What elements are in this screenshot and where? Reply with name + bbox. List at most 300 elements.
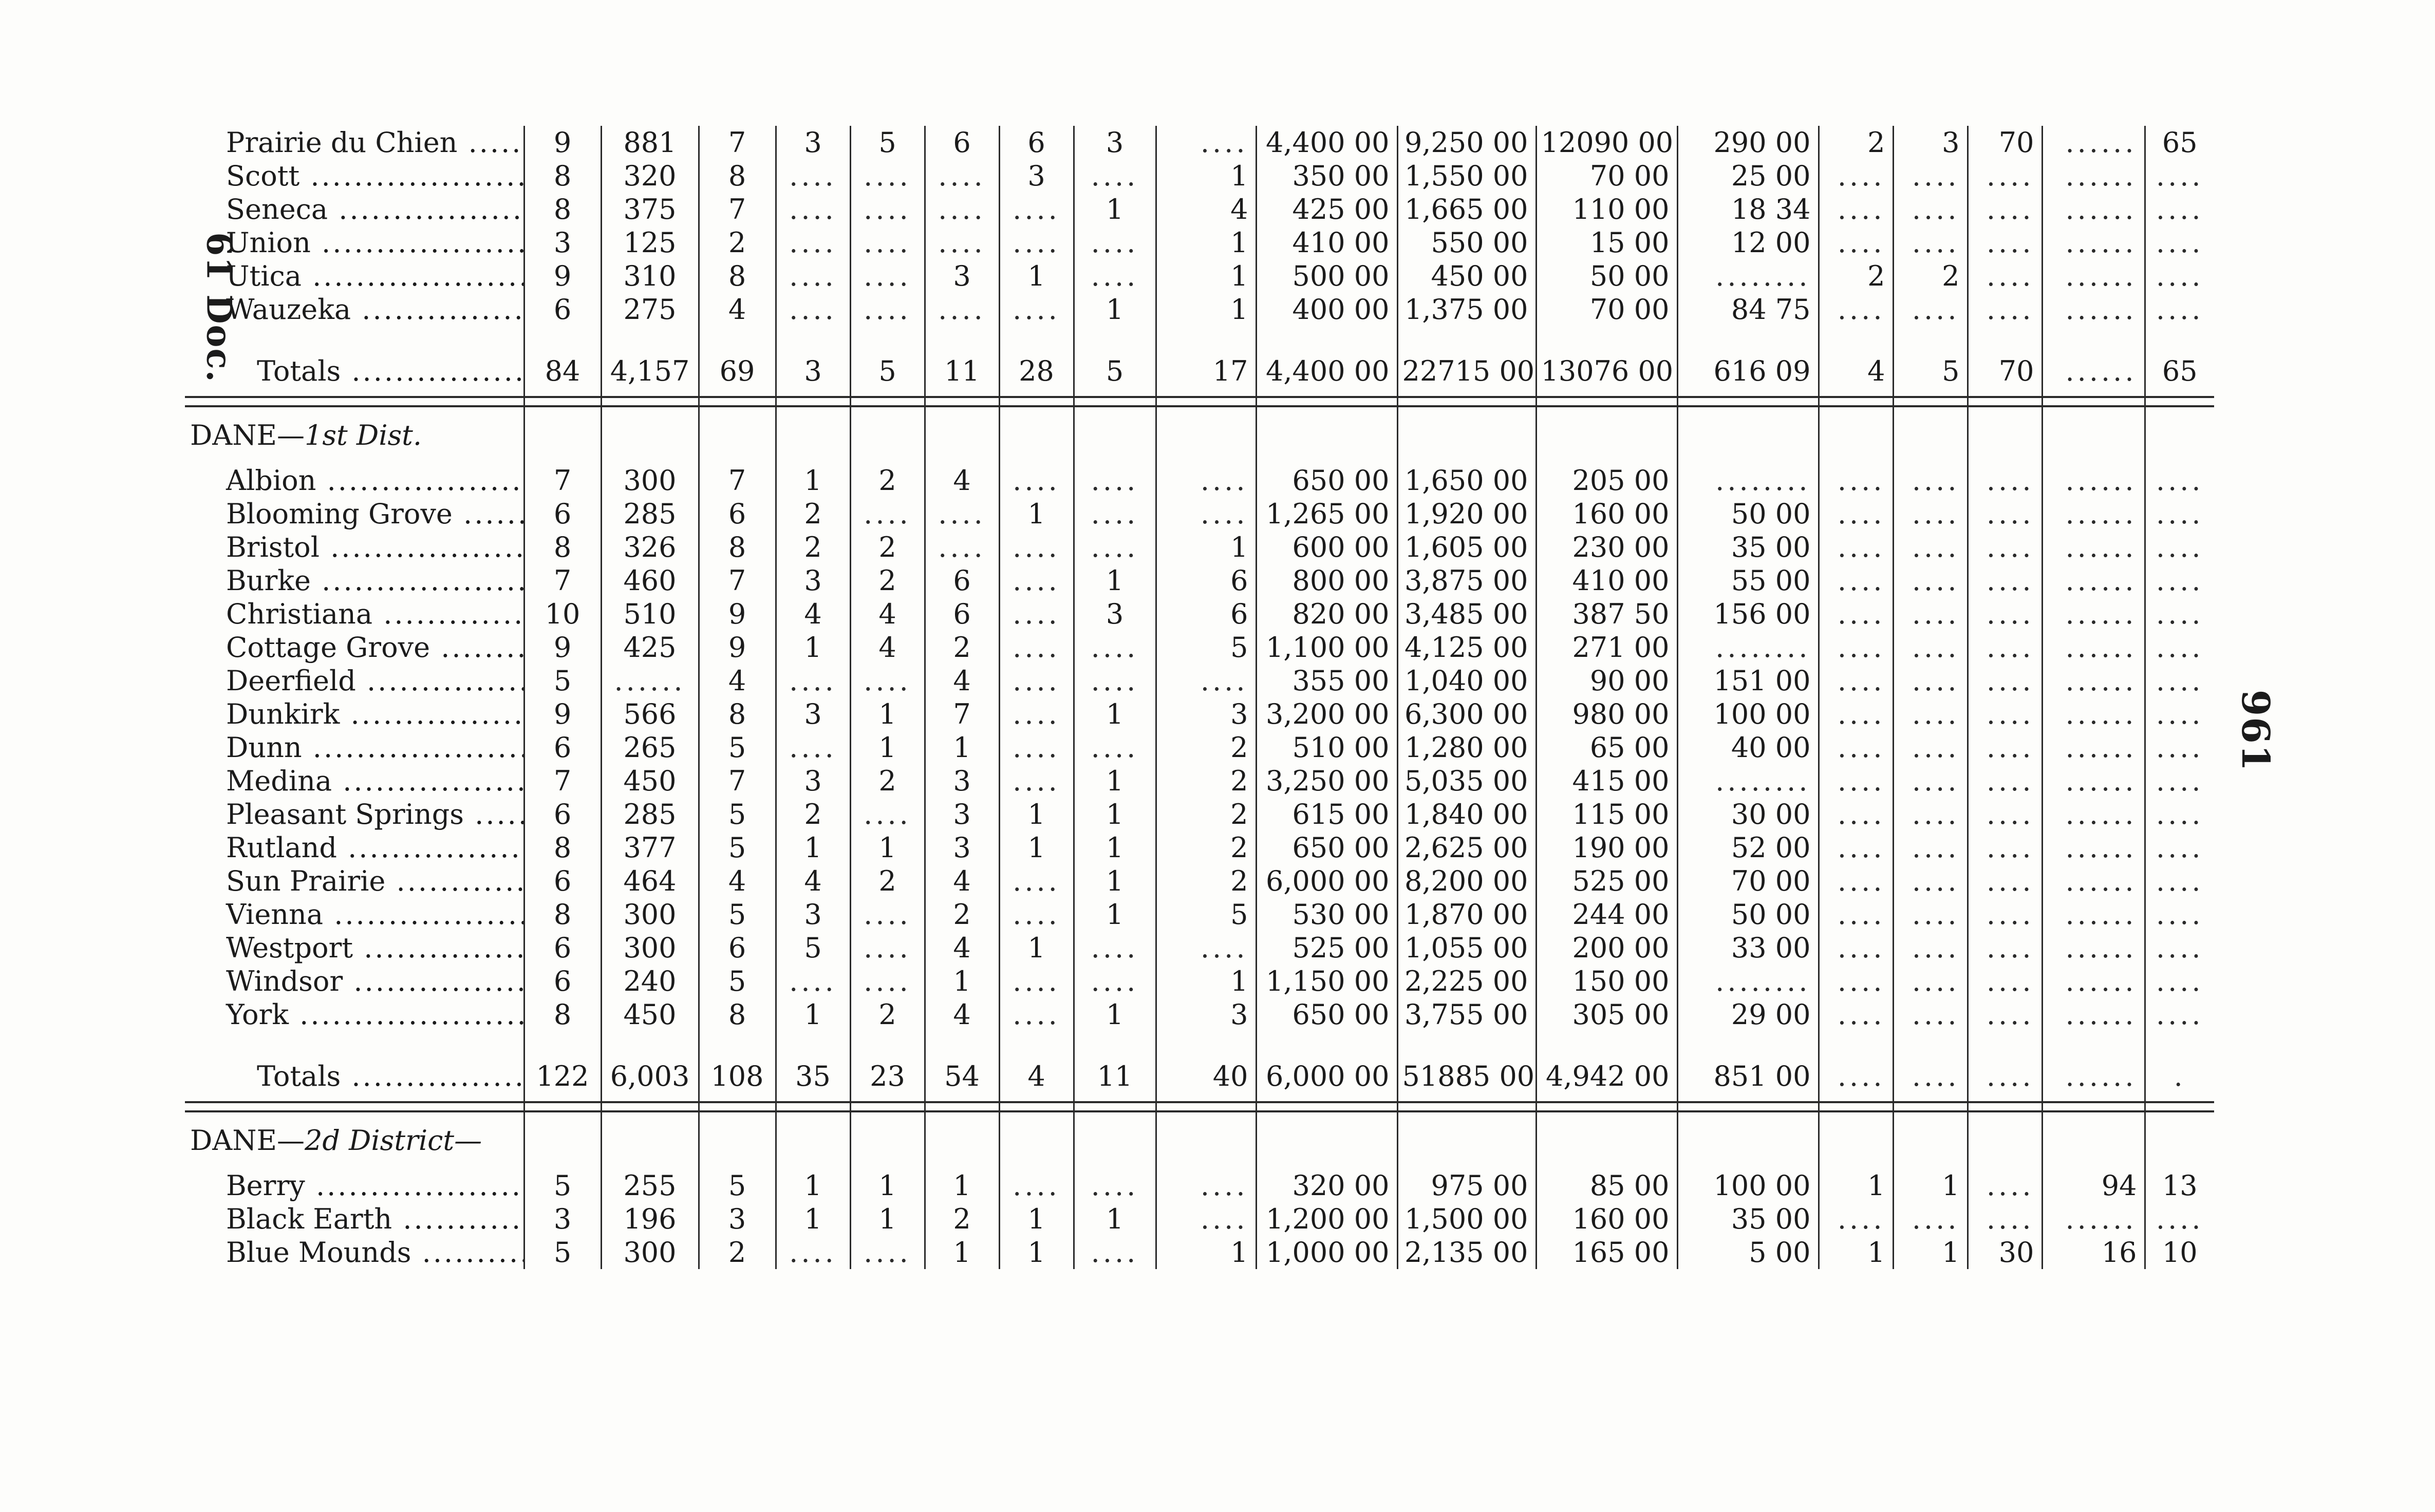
table-cell: .... bbox=[1968, 898, 2042, 931]
heading-empty-cell bbox=[999, 406, 1074, 464]
table-cell: 4 bbox=[699, 864, 776, 898]
table-cell: 7 bbox=[524, 764, 601, 798]
heading-empty-cell bbox=[601, 406, 699, 464]
heading-empty-cell bbox=[1819, 1111, 1893, 1169]
table-cell: 1 bbox=[1819, 1169, 1893, 1202]
heading-empty-cell bbox=[925, 406, 999, 464]
table-cell: 1,265 00 bbox=[1256, 497, 1397, 531]
table-cell: 7 bbox=[925, 697, 999, 731]
table-cell: .... bbox=[1819, 831, 1893, 864]
table-cell: 35 bbox=[776, 1052, 850, 1102]
table-cell: .... bbox=[2145, 731, 2214, 764]
table-cell: 5 bbox=[699, 798, 776, 831]
table-cell: 320 00 bbox=[1256, 1169, 1397, 1202]
heading-empty-cell bbox=[699, 406, 776, 464]
rule-cell bbox=[524, 1102, 601, 1111]
table-cell: 8 bbox=[699, 259, 776, 293]
table-cell: ...... bbox=[2042, 597, 2145, 631]
table-cell: .... bbox=[1893, 531, 1968, 564]
rule-cell bbox=[1397, 1102, 1536, 1111]
table-cell: .... bbox=[776, 731, 850, 764]
heading-empty-cell bbox=[2145, 1111, 2214, 1169]
table-cell: .... bbox=[1074, 159, 1156, 193]
table-cell: .... bbox=[1819, 597, 1893, 631]
rule-cell bbox=[524, 397, 601, 406]
town-name bbox=[185, 464, 524, 497]
table-cell: 285 bbox=[601, 798, 699, 831]
town-name-text: Dunn bbox=[226, 731, 302, 764]
table-cell: 1 bbox=[999, 1236, 1074, 1269]
rule-cell bbox=[1819, 1102, 1893, 1111]
table-cell: .... bbox=[1968, 497, 2042, 531]
town-name-text: Union bbox=[226, 226, 311, 259]
table-cell: 650 00 bbox=[1256, 998, 1397, 1031]
table-cell: 84 bbox=[524, 347, 601, 397]
spacer-cell bbox=[1156, 326, 1256, 347]
table-cell: .... bbox=[1156, 1202, 1256, 1236]
table-cell: 4 bbox=[925, 931, 999, 965]
table-cell: .... bbox=[850, 798, 925, 831]
table-cell: 3 bbox=[776, 564, 850, 597]
table-cell: 6 bbox=[524, 798, 601, 831]
rule-cell bbox=[1968, 1102, 2042, 1111]
table-cell: 1 bbox=[999, 497, 1074, 531]
table-cell: ...... bbox=[2042, 798, 2145, 831]
table-cell: 2 bbox=[1819, 259, 1893, 293]
table-cell: .... bbox=[999, 898, 1074, 931]
rule-cell bbox=[1677, 397, 1819, 406]
table-cell: 190 00 bbox=[1536, 831, 1677, 864]
table-cell: 5 bbox=[1893, 347, 1968, 397]
table-cell: 10 bbox=[2145, 1236, 2214, 1269]
heading-empty-cell bbox=[1677, 1111, 1819, 1169]
town-name-text: Albion bbox=[226, 464, 316, 497]
table-cell: 1 bbox=[1819, 1236, 1893, 1269]
table-cell: 160 00 bbox=[1536, 497, 1677, 531]
table-cell: .... bbox=[999, 531, 1074, 564]
table-cell: .... bbox=[1819, 159, 1893, 193]
table-row bbox=[185, 664, 2214, 697]
heading-empty-cell bbox=[1256, 406, 1397, 464]
table-cell: .... bbox=[925, 159, 999, 193]
table-cell: 15 00 bbox=[1536, 226, 1677, 259]
table-cell: .... bbox=[1968, 531, 2042, 564]
table-cell: 1 bbox=[925, 1236, 999, 1269]
table-cell: 35 00 bbox=[1677, 1202, 1819, 1236]
table-cell: .... bbox=[1968, 631, 2042, 664]
rule-cell bbox=[1156, 1102, 1256, 1111]
table-cell: 4 bbox=[850, 597, 925, 631]
table-cell: 2 bbox=[1819, 126, 1893, 159]
table-cell: .... bbox=[1893, 931, 1968, 965]
table-cell: 1,375 00 bbox=[1397, 293, 1536, 326]
table-cell: .... bbox=[1074, 464, 1156, 497]
table-cell: 4 bbox=[925, 464, 999, 497]
town-name-text: Utica bbox=[226, 260, 302, 292]
table-cell: .... bbox=[1819, 931, 1893, 965]
table-cell: 300 bbox=[601, 464, 699, 497]
table-cell: .... bbox=[850, 1236, 925, 1269]
table-cell: .... bbox=[1968, 1052, 2042, 1102]
table-cell: .... bbox=[2145, 998, 2214, 1031]
table-cell: 9 bbox=[699, 631, 776, 664]
table-cell: 6 bbox=[925, 126, 999, 159]
rule-cell bbox=[1256, 397, 1397, 406]
rule-cell bbox=[185, 397, 524, 406]
table-cell: 6,000 00 bbox=[1256, 864, 1397, 898]
town-name bbox=[185, 259, 524, 293]
table-cell: 1,200 00 bbox=[1256, 1202, 1397, 1236]
table-cell: 100 00 bbox=[1677, 697, 1819, 731]
table-cell: .... bbox=[2145, 664, 2214, 697]
table-cell: 615 00 bbox=[1256, 798, 1397, 831]
table-cell: 4 bbox=[699, 293, 776, 326]
table-cell: 2 bbox=[776, 531, 850, 564]
table-cell: 1 bbox=[1156, 965, 1256, 998]
table-cell: 2 bbox=[1156, 764, 1256, 798]
rule-cell bbox=[1536, 397, 1677, 406]
district-county: DANE— bbox=[190, 1124, 305, 1157]
spacer-cell bbox=[1256, 1031, 1397, 1052]
table-cell: 3 bbox=[925, 764, 999, 798]
table-cell: 2 bbox=[850, 864, 925, 898]
table-cell: .... bbox=[1819, 1052, 1893, 1102]
table-cell: 1,055 00 bbox=[1397, 931, 1536, 965]
table-cell: 2 bbox=[699, 1236, 776, 1269]
town-name-text: York bbox=[226, 998, 289, 1031]
table-cell: .... bbox=[925, 193, 999, 226]
table-cell: 156 00 bbox=[1677, 597, 1819, 631]
table-cell: ........ bbox=[1677, 631, 1819, 664]
table-row bbox=[185, 965, 2214, 998]
table-cell: 4 bbox=[776, 864, 850, 898]
table-cell: .... bbox=[1893, 564, 1968, 597]
table-cell: .... bbox=[1819, 531, 1893, 564]
spacer-cell bbox=[925, 1031, 999, 1052]
table-cell: 22715 00 bbox=[1397, 347, 1536, 397]
table-cell: 881 bbox=[601, 126, 699, 159]
table-cell: 2 bbox=[1156, 798, 1256, 831]
heading-empty-cell bbox=[601, 1111, 699, 1169]
table-cell: 160 00 bbox=[1536, 1202, 1677, 1236]
town-name bbox=[185, 126, 524, 159]
table-cell: 17 bbox=[1156, 347, 1256, 397]
table-cell: 1 bbox=[1074, 798, 1156, 831]
spacer-cell bbox=[1397, 326, 1536, 347]
table-cell: .... bbox=[1893, 731, 1968, 764]
table-cell: .... bbox=[850, 664, 925, 697]
spacer-cell bbox=[1968, 1031, 2042, 1052]
table-cell: 9 bbox=[524, 259, 601, 293]
table-cell: 1 bbox=[850, 697, 925, 731]
spacer-cell bbox=[850, 326, 925, 347]
table-row bbox=[185, 864, 2214, 898]
table-cell: 16 bbox=[2042, 1236, 2145, 1269]
table-cell: .... bbox=[1968, 259, 2042, 293]
table-cell: .... bbox=[2145, 697, 2214, 731]
table-cell: 800 00 bbox=[1256, 564, 1397, 597]
table-cell: 2 bbox=[1156, 864, 1256, 898]
table-row bbox=[185, 531, 2214, 564]
table-cell: .... bbox=[1819, 697, 1893, 731]
spacer-cell bbox=[1968, 326, 2042, 347]
rule-cell bbox=[1819, 397, 1893, 406]
rule-cell bbox=[2145, 397, 2214, 406]
table-cell: .... bbox=[1074, 731, 1156, 764]
table-cell: 5 bbox=[776, 931, 850, 965]
rule-cell bbox=[999, 1102, 1074, 1111]
table-cell: 65 00 bbox=[1536, 731, 1677, 764]
totals-label bbox=[185, 347, 524, 397]
table-cell: 3 bbox=[776, 126, 850, 159]
table-cell: 65 bbox=[2145, 347, 2214, 397]
table-cell: .... bbox=[1968, 564, 2042, 597]
table-cell: .... bbox=[1819, 293, 1893, 326]
table-cell: 1,920 00 bbox=[1397, 497, 1536, 531]
table-cell: 2 bbox=[776, 497, 850, 531]
table-cell: 50 00 bbox=[1677, 898, 1819, 931]
rule-cell bbox=[601, 1102, 699, 1111]
table-cell: .... bbox=[1968, 664, 2042, 697]
table-cell: ...... bbox=[2042, 697, 2145, 731]
table-cell: .... bbox=[1156, 664, 1256, 697]
table-cell: .... bbox=[850, 159, 925, 193]
table-cell: 3,250 00 bbox=[1256, 764, 1397, 798]
town-name bbox=[185, 731, 524, 764]
rule-cell bbox=[1893, 1102, 1968, 1111]
table-cell: .... bbox=[776, 159, 850, 193]
table-row bbox=[185, 259, 2214, 293]
table-cell: .... bbox=[1893, 464, 1968, 497]
heading-empty-cell bbox=[1397, 1111, 1536, 1169]
table-cell: 3,875 00 bbox=[1397, 564, 1536, 597]
table-cell: 2 bbox=[850, 531, 925, 564]
spacer-cell bbox=[699, 1031, 776, 1052]
table-row bbox=[185, 831, 2214, 864]
table-cell: 326 bbox=[601, 531, 699, 564]
table-cell: .... bbox=[2145, 864, 2214, 898]
table-cell: .... bbox=[850, 898, 925, 931]
table-cell: .... bbox=[1156, 1169, 1256, 1202]
spacer-cell bbox=[1893, 326, 1968, 347]
table-cell: 70 bbox=[1968, 347, 2042, 397]
table-cell: 23 bbox=[850, 1052, 925, 1102]
table-cell: 3 bbox=[1156, 998, 1256, 1031]
table-cell: .... bbox=[1968, 193, 2042, 226]
table-cell: 1 bbox=[1074, 193, 1156, 226]
table-cell: .... bbox=[1074, 259, 1156, 293]
table-cell: .... bbox=[1968, 293, 2042, 326]
spacer-cell bbox=[601, 1031, 699, 1052]
town-name-text: Deerfield bbox=[226, 665, 356, 697]
table-cell: .... bbox=[999, 226, 1074, 259]
table-cell: 1 bbox=[1074, 1202, 1156, 1236]
table-cell: 50 00 bbox=[1677, 497, 1819, 531]
table-cell: 4 bbox=[925, 664, 999, 697]
table-cell: 510 bbox=[601, 597, 699, 631]
heading-empty-cell bbox=[776, 1111, 850, 1169]
town-name bbox=[185, 998, 524, 1031]
table-cell: .... bbox=[850, 226, 925, 259]
table-cell: .... bbox=[850, 259, 925, 293]
town-name-text: Vienna bbox=[226, 898, 324, 931]
table-cell: 3,485 00 bbox=[1397, 597, 1536, 631]
table-cell: 6 bbox=[1156, 597, 1256, 631]
table-cell: 1 bbox=[776, 831, 850, 864]
table-row bbox=[185, 798, 2214, 831]
table-cell: 1 bbox=[925, 965, 999, 998]
town-name-text: Prairie du Chien bbox=[226, 126, 458, 159]
table-cell: 2 bbox=[1893, 259, 1968, 293]
table-cell: 230 00 bbox=[1536, 531, 1677, 564]
town-name-text: Blue Mounds bbox=[226, 1236, 411, 1269]
table-cell: 2 bbox=[1156, 831, 1256, 864]
table-cell: 5 bbox=[850, 347, 925, 397]
heading-empty-cell bbox=[1819, 406, 1893, 464]
table-cell: 1,500 00 bbox=[1397, 1202, 1536, 1236]
spacer-cell bbox=[601, 326, 699, 347]
table-cell: .... bbox=[1893, 864, 1968, 898]
table-cell: .... bbox=[1893, 597, 1968, 631]
table-cell: 1 bbox=[1156, 293, 1256, 326]
table-cell: .... bbox=[2145, 531, 2214, 564]
table-cell: .... bbox=[999, 697, 1074, 731]
table-row bbox=[185, 1202, 2214, 1236]
table-cell: 3 bbox=[925, 831, 999, 864]
table-cell: .... bbox=[1893, 159, 1968, 193]
table-cell: 820 00 bbox=[1256, 597, 1397, 631]
table-cell: .... bbox=[999, 564, 1074, 597]
table-cell: .... bbox=[925, 531, 999, 564]
table-cell: 510 00 bbox=[1256, 731, 1397, 764]
table-cell: 305 00 bbox=[1536, 998, 1677, 1031]
table-cell: 6 bbox=[524, 965, 601, 998]
table-cell: 1,000 00 bbox=[1256, 1236, 1397, 1269]
table-cell: 12090 00 bbox=[1536, 126, 1677, 159]
table-cell: .... bbox=[1819, 898, 1893, 931]
table-cell: 7 bbox=[524, 564, 601, 597]
table-cell: 3 bbox=[1074, 597, 1156, 631]
table-cell: 6,300 00 bbox=[1397, 697, 1536, 731]
spacer-cell bbox=[1819, 326, 1893, 347]
table-cell: 30 00 bbox=[1677, 798, 1819, 831]
table-cell: 3 bbox=[925, 798, 999, 831]
table-cell: .... bbox=[850, 193, 925, 226]
heading-empty-cell bbox=[1536, 1111, 1677, 1169]
table-cell: 265 bbox=[601, 731, 699, 764]
table-cell: 1,870 00 bbox=[1397, 898, 1536, 931]
table-cell: 460 bbox=[601, 564, 699, 597]
table-cell: .... bbox=[1074, 1169, 1156, 1202]
table-cell: 2,225 00 bbox=[1397, 965, 1536, 998]
town-name bbox=[185, 597, 524, 631]
table-cell: 2 bbox=[925, 898, 999, 931]
table-cell: ...... bbox=[2042, 898, 2145, 931]
table-cell: 70 00 bbox=[1536, 293, 1677, 326]
table-cell: .... bbox=[2145, 831, 2214, 864]
spacer-cell bbox=[699, 326, 776, 347]
table-cell: ...... bbox=[2042, 259, 2145, 293]
table-cell: 6 bbox=[699, 497, 776, 531]
rule-cell bbox=[1397, 397, 1536, 406]
table-cell: 350 00 bbox=[1256, 159, 1397, 193]
table-cell: .... bbox=[2145, 798, 2214, 831]
table-cell: 2 bbox=[1156, 731, 1256, 764]
table-cell: 3 bbox=[1156, 697, 1256, 731]
table-cell: ...... bbox=[2042, 564, 2145, 597]
table-cell: 400 00 bbox=[1256, 293, 1397, 326]
table-cell: 8 bbox=[524, 193, 601, 226]
table-row bbox=[185, 293, 2214, 326]
table-cell: 8 bbox=[699, 531, 776, 564]
town-name bbox=[185, 159, 524, 193]
table-cell: 1 bbox=[850, 1169, 925, 1202]
table-cell: 6,000 00 bbox=[1256, 1052, 1397, 1102]
table-cell: 9 bbox=[524, 631, 601, 664]
table-cell: 2 bbox=[925, 631, 999, 664]
spacer-cell bbox=[1677, 1031, 1819, 1052]
table-cell: 200 00 bbox=[1536, 931, 1677, 965]
heading-empty-cell bbox=[1074, 1111, 1156, 1169]
table-cell: .... bbox=[776, 965, 850, 998]
table-cell: 1,840 00 bbox=[1397, 798, 1536, 831]
heading-empty-cell bbox=[776, 406, 850, 464]
table-cell: 5 bbox=[524, 664, 601, 697]
table-cell: .... bbox=[1156, 497, 1256, 531]
table-cell: .... bbox=[999, 998, 1074, 1031]
table-cell: 9,250 00 bbox=[1397, 126, 1536, 159]
table-cell: 70 00 bbox=[1677, 864, 1819, 898]
rule-cell bbox=[1968, 397, 2042, 406]
table-cell: 11 bbox=[1074, 1052, 1156, 1102]
rule-cell bbox=[1074, 397, 1156, 406]
table-cell: 300 bbox=[601, 1236, 699, 1269]
table-cell: 6 bbox=[999, 126, 1074, 159]
spacer-cell bbox=[2042, 1031, 2145, 1052]
table-cell: 7 bbox=[699, 193, 776, 226]
table-cell: .... bbox=[2145, 931, 2214, 965]
table-cell: 7 bbox=[699, 764, 776, 798]
table-cell: 13 bbox=[2145, 1169, 2214, 1202]
table-cell: .... bbox=[1819, 226, 1893, 259]
table-row bbox=[185, 226, 2214, 259]
heading-empty-cell bbox=[524, 1111, 601, 1169]
town-name-text: Burke bbox=[226, 564, 311, 597]
table-cell: .... bbox=[1893, 998, 1968, 1031]
town-name-text: Windsor bbox=[226, 965, 343, 997]
table-cell: 35 00 bbox=[1677, 531, 1819, 564]
table-cell: .... bbox=[999, 731, 1074, 764]
table-cell: ...... bbox=[2042, 631, 2145, 664]
table-cell: .... bbox=[2145, 293, 2214, 326]
table-cell: 244 00 bbox=[1536, 898, 1677, 931]
table-cell: 7 bbox=[699, 564, 776, 597]
table-cell: .... bbox=[1819, 764, 1893, 798]
town-name bbox=[185, 564, 524, 597]
table-cell: .... bbox=[1819, 631, 1893, 664]
table-cell: 84 75 bbox=[1677, 293, 1819, 326]
table-cell: .... bbox=[1968, 998, 2042, 1031]
table-cell: 1 bbox=[1074, 998, 1156, 1031]
table-cell: .... bbox=[999, 664, 1074, 697]
table-cell: .... bbox=[1074, 931, 1156, 965]
table-row bbox=[185, 697, 2214, 731]
district-heading-row bbox=[185, 1111, 2214, 1169]
district-number: 1st Dist. bbox=[304, 419, 422, 451]
table-cell: 33 00 bbox=[1677, 931, 1819, 965]
table-cell: 1 bbox=[1074, 697, 1156, 731]
table-cell: 8 bbox=[699, 159, 776, 193]
